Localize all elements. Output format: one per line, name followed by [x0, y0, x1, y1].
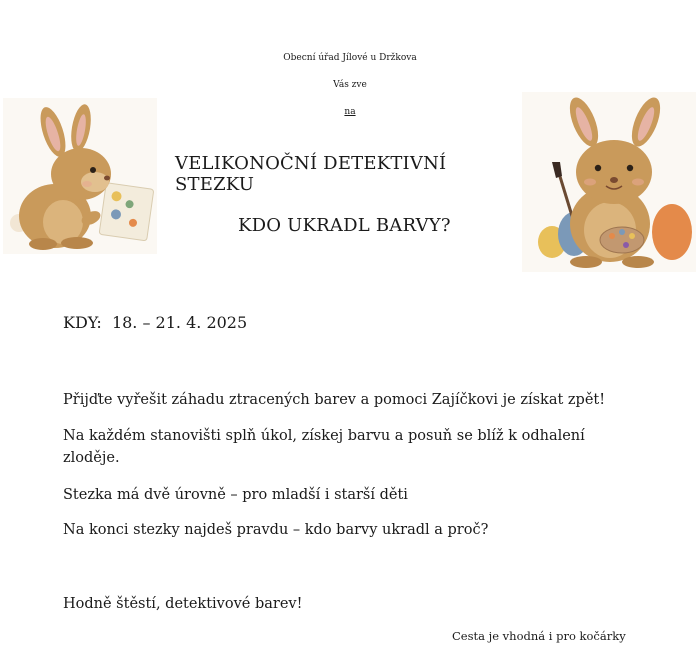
paragraph-3: Stezka má dvě úrovně – pro mladší i starší děti [63, 487, 408, 503]
paragraph-2: Na každém stanovišti splň úkol, získej barvu a posuň se blíž k odhalení zloděje. [63, 428, 585, 466]
stroller-note: Cesta je vhodná i pro kočárky [452, 629, 626, 643]
bunny-with-brush-and-eggs-icon [522, 92, 696, 272]
to-word: na [344, 107, 356, 117]
event-title: VELIKONOČNÍ DETEKTIVNÍ STEZKU [175, 153, 447, 195]
invites-line: Vás zve [333, 80, 367, 90]
event-subtitle: KDO UKRADL BARVY? [238, 215, 451, 236]
paragraph-4: Na konci stezky najdeš pravdu – kdo barvy ukradl a proč? [63, 522, 489, 538]
when-label: KDY: [63, 313, 102, 332]
closing-line: Hodně štěstí, detektivové barev! [63, 596, 303, 612]
event-date [63, 313, 247, 332]
when-dates: 18. – 21. 4. 2025 [111, 313, 248, 332]
bunny-with-painting-icon [3, 98, 157, 254]
organizer-line: Obecní úřad Jílové u Držkova [283, 53, 417, 63]
paragraph-1: Přijďte vyřešit záhadu ztracených barev a pomoci Zajíčkovi je získat zpět! [63, 392, 606, 408]
